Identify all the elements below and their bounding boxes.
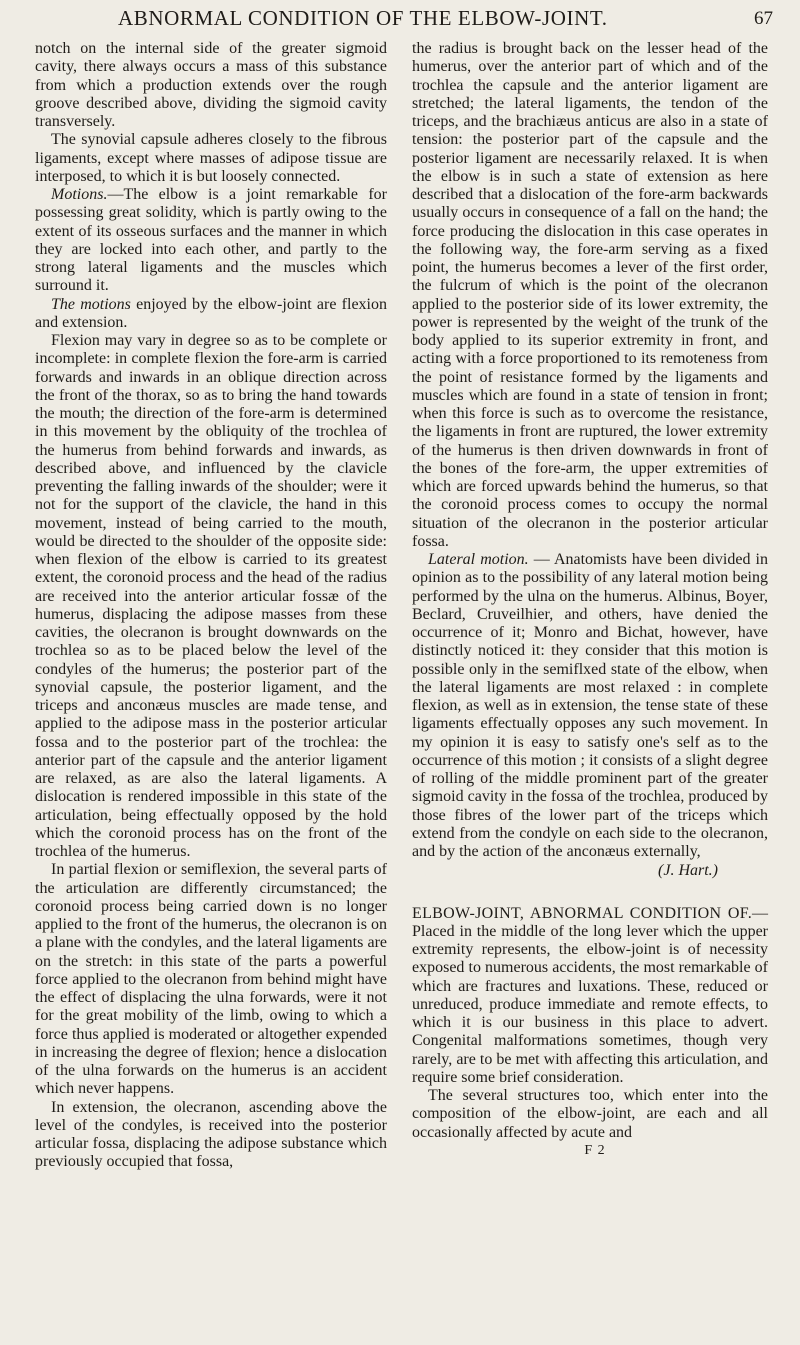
article-heading-paragraph	[412, 905, 768, 1088]
article-heading: ELBOW-JOINT, ABNORMAL CONDITION OF.	[412, 904, 752, 922]
paragraph-flexion: Flexion may vary in degree so as to be complete or incomplete: in complete flexion the fore-arm is carried forwards and inwards in an oblique direction across the front of the thorax, so as to bring the hand towards the mouth; the direction of the fore-arm is determined in this movement by the obliquity of the trochlea of the humerus from behind forwards and inwards, as described above, and influenced by the clavicle preventing the falling inwards of the shoulder; were it not for the support of the clavicle, the hand in this movement, instead of being carried to the mouth, would be directed to the shoulder of the opposite side: when flexion of the elbow is carried to its greatest extent, the coronoid process and the head of the radius are received into the anterior articular fossæ of the humerus, displacing the adipose masses from these cavities, the olecranon is brought downwards on the trochlea so as to be placed below the level of the condyles of the humerus; the posterior part of the synovial capsule, the posterior ligament, and the triceps and anconæus muscles are made tense, and applied to the adipose mass in the posterior articular fossa and to the posterior part of the trochlea: the anterior part of the capsule and the anterior ligament are relaxed, as are also the lateral ligaments. A dislocation is rendered impossible in this state of the articulation, being effectually opposed by the hold which the coronoid process has on the front of the trochlea of the humerus.	[35, 332, 387, 860]
right-column	[412, 40, 768, 1160]
paragraph-semiflexion: In partial flexion or semiflexion, the several parts of the articulation are differently circumstanced; the coronoid process being carried down is no longer applied to the front of the humerus, the olecranon is on a plane with the condyles, and the lateral ligaments are on the stretch: in this state of the parts a powerful force applied to the olecranon from behind might have the effect of displacing the ulna forwards, were it not for the great mobility of the limb, owing to which a force thus applied is moderated or altogether expended in increasing the degree of flexion; hence a dislocation of the ulna forwards on the humerus is an accident which never happens.	[35, 861, 387, 1098]
paragraph: notch on the internal side of the greater sigmoid cavity, there always occurs a mass of this substance from which a production extends over the rough groove described above, dividing the sigmoid cavity transversely.	[35, 40, 387, 130]
author-signature: (J. Hart.)	[658, 862, 718, 880]
paragraph-text: —Placed in the middle of the long lever which the upper extremity represents, the elbow-joint is of necessity exposed to numerous accidents, the most remarkable of which are fractures and luxations. These, reduced or unreduced, produce immediate and remote effects, to which it is our business in this place to advert. Congenital malformations sometimes, though very rarely, are to be met with affecting this articulation, and require some brief consideration.	[412, 904, 768, 1086]
section-label-lateral-motion: Lateral motion.	[428, 551, 529, 568]
italic-phrase: The motions	[51, 295, 131, 313]
paragraph-text: — Anatomists have been divided in opinion as to the possibility of any lateral motion being performed by the ulna on the humerus. Albinus, Boyer, Beclard, Cruveilhier, and others, have denied the occurrence of it; Monro and Bichat, however, have distinctly noticed it: they consider that this motion is possible only in the semiflxed state of the elbow, when the lateral ligaments are most relaxed : in complete flexion, as well as in extension, the tense state of these ligaments effectually opposes any such movement. In my opinion it is easy to satisfy one's self as to the occurrence of this motion ; it consists of a slight degree of rolling of the middle prominent part of the greater sigmoid cavity in the fossa of the trochlea, produced by those fibres of the lower part of the triceps which extend from the condyle on each side to the olecranon, and by the action of the anconæus externally,	[412, 551, 769, 860]
section-label-motions: Motions.	[51, 186, 108, 203]
paragraph-the-motions	[35, 296, 387, 333]
left-column	[35, 40, 387, 1172]
paragraph-text: —The elbow is a joint remarkable for possessing great solidity, which is partly owing to the extent of its osseous surfaces and the manner in which they are locked into each other, and partly to the strong lateral ligaments and the muscles which surround it.	[35, 186, 387, 295]
paragraph: the radius is brought back on the lesser head of the humerus, over the anterior part of which and of the trochlea the capsule and the anterior ligament are stretched; the lateral ligaments, the tendon of the triceps, and the brachiæus anticus are also in a state of tension: the posterior part of the capsule and the posterior ligament are necessarily relaxed. It is when the elbow is in such a state of extension as here described that a dislocation of the fore-arm backwards usually occurs in consequence of a fall on the hand; the force producing the dislocation in this case operates in the following way, the fore-arm serving as a fixed point, the humerus becomes a lever of the first order, the fulcrum of which is the point of the olecranon applied to the posterior side of its lower extremity, the power is represented by the weight of the trunk of the body applied to its superior extremity in front, and acting with a force proportioned to its remoteness from the point of resistance formed by the ligaments and muscles which are found in a state of tension in front; when this force is such as to overcome the resistance, the ligaments in front are ruptured, the lower extremity of the humerus is then driven downwards in front of the bones of the fore-arm, the upper extremities of which are forced upwards behind the humerus, so that the coronoid process comes to occupy the normal situation of the olecranon in the posterior articular fossa.	[412, 40, 768, 550]
paragraph-extension: In extension, the olecranon, ascending above the level of the condyles, is received into the posterior articular fossa, displacing the adipose substance which previously occupied that fossa,	[35, 1098, 387, 1171]
page-number: 67	[754, 8, 773, 29]
paragraph-lateral-motion	[412, 551, 768, 861]
paragraph-text: enjoyed by the elbow-joint are flexion and extension.	[35, 295, 388, 331]
running-head	[0, 6, 800, 34]
running-title: ABNORMAL CONDITION OF THE ELBOW-JOINT.	[118, 6, 608, 30]
sheet-signature: F 2	[584, 1142, 606, 1158]
paragraph: The several structures too, which enter into the composition of the elbow-joint, are each and all occasionally affected by acute and	[412, 1087, 768, 1141]
paragraph: The synovial capsule adheres closely to the fibrous ligaments, except where masses of adipose tissue are interposed, to which it is but loosely connected.	[35, 131, 387, 185]
paragraph-motions	[35, 186, 387, 296]
